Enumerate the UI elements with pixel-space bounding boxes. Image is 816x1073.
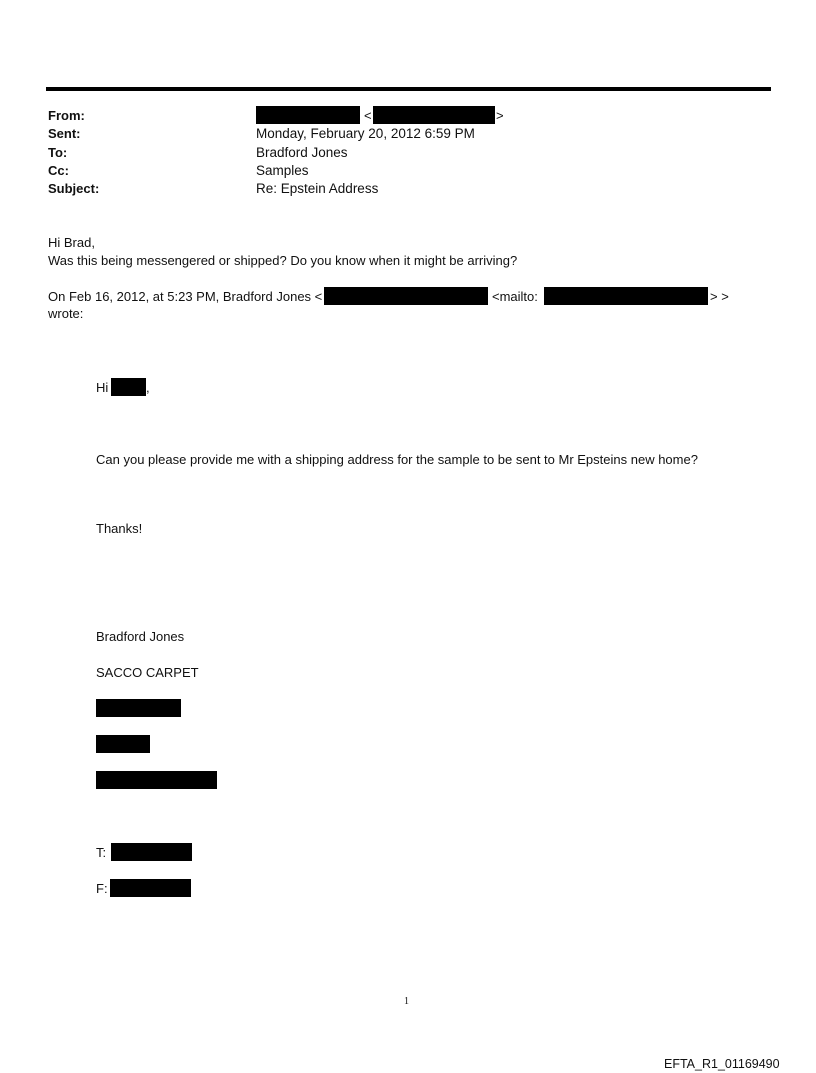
redaction-address-line-1 xyxy=(96,699,181,717)
signature-company: SACCO CARPET xyxy=(96,665,199,680)
redaction-quote-mailto xyxy=(544,287,708,305)
quote-intro-text: On Feb 16, 2012, at 5:23 PM, Bradford Jones < xyxy=(48,289,323,304)
redaction-tel xyxy=(111,843,192,861)
tel-label: T: xyxy=(96,845,107,860)
sent-label: Sent: xyxy=(48,126,81,141)
fax-label: F: xyxy=(96,881,108,896)
greeting-text: Hi Brad, xyxy=(48,235,95,250)
cc-label: Cc: xyxy=(48,163,69,178)
bates-number: EFTA_R1_01169490 xyxy=(664,1057,780,1071)
to-label: To: xyxy=(48,145,68,160)
redaction-recipient-name xyxy=(111,378,146,396)
quoted-hi-comma: , xyxy=(146,380,150,395)
cc-value: Samples xyxy=(256,163,309,178)
quote-intro-wrote: wrote: xyxy=(48,306,84,321)
from-lt: < xyxy=(364,108,372,123)
subject-value: Re: Epstein Address xyxy=(256,181,379,196)
header-rule xyxy=(46,87,771,91)
redaction-fax xyxy=(110,879,191,897)
subject-label: Subject: xyxy=(48,181,100,196)
quoted-request: Can you please provide me with a shipping address for the sample to be sent to Mr Epsteins new home? xyxy=(96,452,698,467)
from-label: From: xyxy=(48,108,85,123)
redaction-from-email xyxy=(373,106,495,124)
quote-intro-mailto: <mailto: xyxy=(492,289,538,304)
signature-name: Bradford Jones xyxy=(96,629,185,644)
sent-value: Monday, February 20, 2012 6:59 PM xyxy=(256,126,475,141)
page-number: 1 xyxy=(404,996,409,1007)
redaction-address-line-3 xyxy=(96,771,217,789)
redaction-from-name xyxy=(256,106,360,124)
quoted-thanks: Thanks! xyxy=(96,521,143,536)
to-value: Bradford Jones xyxy=(256,145,348,160)
redaction-quote-email xyxy=(324,287,488,305)
question-text: Was this being messengered or shipped? Do you know when it might be arriving? xyxy=(48,253,518,268)
quote-intro-end: > > xyxy=(710,289,729,304)
redaction-address-line-2 xyxy=(96,735,150,753)
from-gt: > xyxy=(496,108,504,123)
quoted-hi: Hi xyxy=(96,380,109,395)
